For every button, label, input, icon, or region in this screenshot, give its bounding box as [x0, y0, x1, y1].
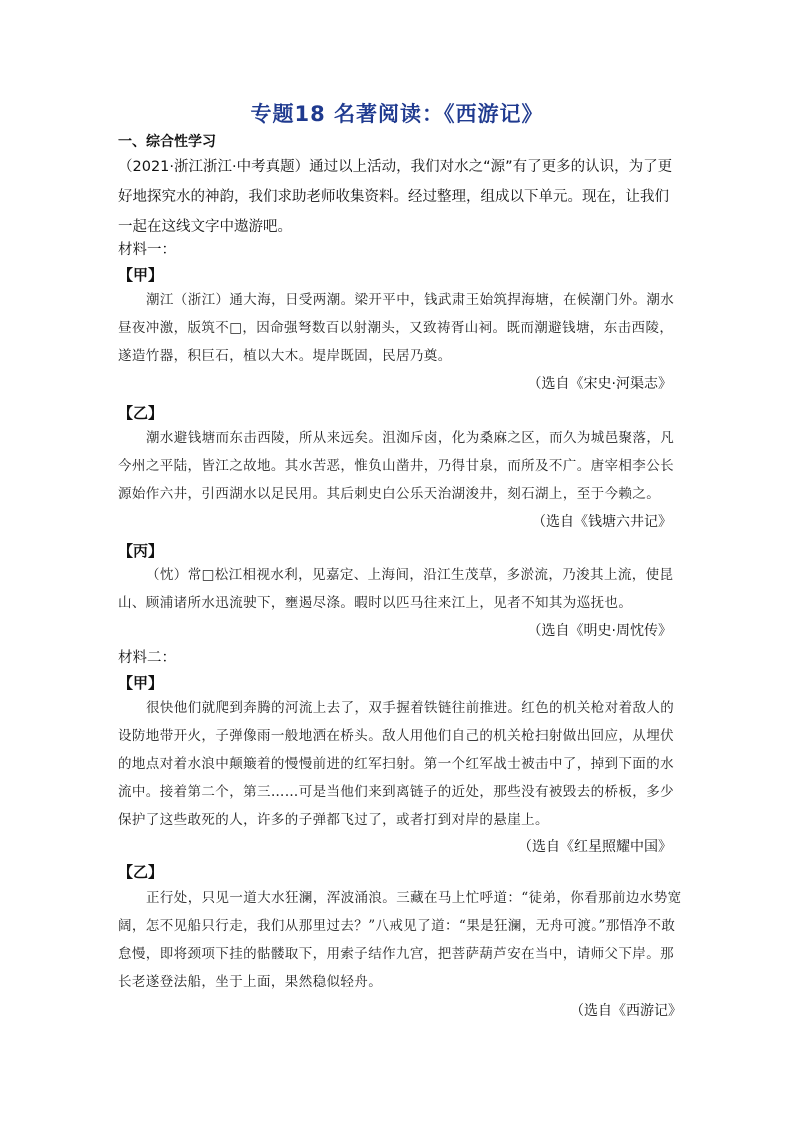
intro-text: （2021·浙江浙江·中考真题）通过以上活动，我们对水之“源”有了更多的认识，为了更好地探究水的神韵，我们求助老师收集资料。经过整理，组成以下单元。现在，让我们一起在这线文字中遨游吧。	[118, 159, 673, 235]
page-title: 专题18 名著阅读：《西游记》	[250, 102, 544, 126]
material1-jia-text: 潮江（浙江）通大海，日受两潮。梁开平中，钱武肃王始筑捍海塘，在候潮门外。潮水昼夜冲激，版筑不□，因命强弩数百以射潮头，又致祷胥山祠。既而潮避钱塘，东击西陵，遂造竹器，积巨石，植以大木。堤岸既固，民居乃奠。	[118, 292, 675, 364]
material2-jia-source: （选自《红星照耀中国》	[518, 839, 672, 855]
material2-jia-text: 很快他们就爬到奔腾的河流上去了，双手握着铁链往前推进。红色的机关枪对着敌人的设防地带开火，子弹像雨一般地洒在桥头。敌人用他们自己的机关枪扫射做出回应，从埋伏的地点对着水浪中颠簸着的慢慢前进的红军扫射。第一个红军战士被击中了，掉到下面的水流中。接着第二个，第三……可是当他们来到离链子的近处，那些没有被毁去的桥板，多少保护了这些敢死的人，许多的子弹都飞过了，或者打到对岸的悬崖上。	[118, 700, 675, 828]
material1-yi-tag: 【乙】	[118, 404, 164, 422]
material2-jia-tag: 【甲】	[118, 674, 164, 692]
material1-yi-source: （选自《钱塘六井记》	[532, 514, 672, 530]
material2-yi-tag: 【乙】	[118, 863, 164, 881]
material2-yi-source: （选自《西游记》	[570, 1003, 682, 1019]
intro-paragraph	[118, 152, 683, 242]
material1-bing-source: （选自《明史·周忱传》	[527, 623, 672, 639]
material1-label: 材料一：	[118, 242, 176, 258]
section-heading: 一、综合性学习	[118, 134, 216, 150]
material1-yi-text: 潮水避钱塘而东击西陵，所从来远矣。沮洳斥卤，化为桑麻之区，而久为城邑聚落，凡今州之平陆，皆江之故地。其水苦恶，惟负山凿井，乃得甘泉，而所及不广。唐宰相李公长源始作六井，引西湖水以足民用。其后刺史白公乐天治湖浚井，刻石湖上，至于今赖之。	[118, 430, 675, 502]
material2-yi-text: 正行处，只见一道大水狂澜，浑波涌浪。三藏在马上忙呼道：“徒弟，你看那前边水势宽阔，怎不见船只行走，我们从那里过去？”八戒见了道：“果是狂澜，无舟可渡。”那悟净不敢怠慢，即将颈项下挂的骷髅取下，用索子结作九宫，把菩萨葫芦安在当中，请师父下岸。那长老遂登法船，坐于上面，果然稳似轻舟。	[118, 890, 682, 990]
material1-jia-source: （选自《宋史·河渠志》	[527, 376, 672, 392]
material1-bing-text: （忱）常□松江相视水利，见嘉定、上海间，沿江生茂草，多淤流，乃浚其上流，使昆山、顾浦诸所水迅流驶下，壅遏尽涤。暇时以匹马往来江上，见者不知其为巡抚也。	[118, 567, 674, 611]
material2-label: 材料二：	[118, 650, 176, 666]
material1-jia-tag: 【甲】	[118, 266, 164, 284]
material1-bing-tag: 【丙】	[118, 542, 164, 560]
